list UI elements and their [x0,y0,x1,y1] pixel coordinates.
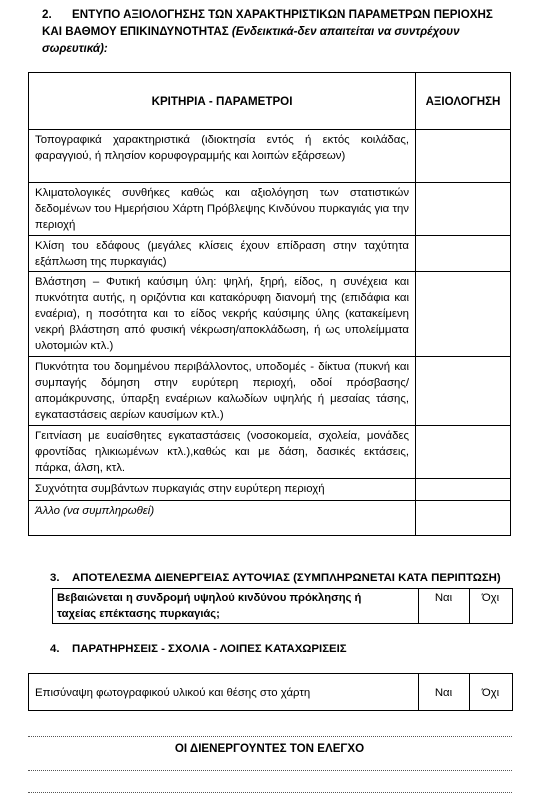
section-3-title: ΑΠΟΤΕΛΕΣΜΑ ΔΙΕΝΕΡΓΕΙΑΣ ΑΥΤΟΨΙΑΣ (ΣΥΜΠΛΗΡΩΝΕΤΑΙ ΚΑΤΑ ΠΕΡΙΠΤΩΣΗ) [72,572,501,584]
dotted-line [28,770,512,771]
section-3-number: 3. [50,572,60,584]
table-row [29,357,511,426]
section-4-number: 4. [50,643,60,655]
criterion-other[interactable]: Άλλο (να συμπληρωθεί) [29,501,416,536]
criterion-topography: Τοπογραφικά χαρακτηριστικά (ιδιοκτησία εντός ή εκτός κοιλάδας, φαραγγιού, ή πλησίον κορυφογραμμής και λοιπών εξάρσεων) [29,130,416,183]
section-4-heading [50,643,347,655]
result-no-option[interactable]: Όχι [481,592,500,604]
table-row [29,479,511,501]
dotted-line [28,792,512,793]
table-row [29,272,511,357]
section-2-title: ΕΝΤΥΠΟ ΑΞΙΟΛΟΓΗΣΗΣ ΤΩΝ ΧΑΡΑΚΤΗΡΙΣΤΙΚΩΝ ΠΑΡΑΜΕΤΡΩΝ ΠΕΡΙΟΧΗΣ ΚΑΙ ΒΑΘΜΟΥ ΕΠΙΚΙΝΔΥΝΟΤΗΤΑΣ [42,8,493,38]
table-row [29,236,511,272]
criteria-table-header [29,73,511,130]
criterion-sensitive-facilities: Γειτνίαση με ευαίσθητες εγκαταστάσεις (νοσοκομεία, σχολεία, μονάδες φροντίδας ηλικιωμένων κτλ.),καθώς και με δάση, δασικές εκτάσεις, πάρκα, άλση, κτλ. [29,426,416,479]
result-yes-option[interactable]: Ναι [434,592,453,604]
criteria-column-header: ΚΡΙΤΗΡΙΑ - ΠΑΡΑΜΕΤΡΟΙ [29,73,416,130]
assessment-cell[interactable] [416,130,511,183]
assessment-cell[interactable] [416,357,511,426]
section-2-heading [42,6,512,57]
result-question: Βεβαιώνεται η συνδρομή υψηλού κινδύνου πρόκλησης ή ταχείας επέκτασης πυρκαγιάς; [57,592,362,620]
assessment-cell[interactable] [416,236,511,272]
criterion-slope: Κλίση του εδάφους (μεγάλες κλίσεις έχουν επίδραση στην ταχύτητα εξάπλωση της πυρκαγιάς) [29,236,416,272]
assessment-cell[interactable] [416,426,511,479]
section-4-title: ΠΑΡΑΤΗΡΗΣΕΙΣ - ΣΧΟΛΙΑ - ΛΟΙΠΕΣ ΚΑΤΑΧΩΡΙΣΕΙΣ [72,643,347,655]
table-row [29,426,511,479]
table-row [29,183,511,236]
criterion-vegetation: Βλάστηση – Φυτική καύσιμη ύλη: ψηλή, ξηρή, είδος, η συνέχεια και πυκνότητα αυτής, η οριζόντια και κατακόρυφη διανομή της (επιδάφια και εναέρια), η ποσότητα και το είδος νεκρής καύσιμης ύλης (κατακείμενη νεκρή βλάστηση από φυσική νέκρωση/αποκλάδωση, ή ως υπολείμματα υλοτομιών κτλ.) [29,272,416,357]
assessment-cell[interactable] [416,501,511,536]
criteria-table [28,72,511,536]
section-2-subtitle: (Ενδεικτικά-δεν απαιτείται να συντρέχουν σωρευτικά): [42,25,460,55]
attachment-no-option[interactable]: Όχι [481,687,500,699]
dotted-line [28,736,512,737]
attachment-label: Επισύναψη φωτογραφικού υλικού και θέσης στο χάρτη [35,687,311,699]
assessment-cell[interactable] [416,183,511,236]
table-row [29,130,511,183]
table-row [29,501,511,536]
section-3-heading [50,572,501,584]
assessment-column-header: ΑΞΙΟΛΟΓΗΣΗ [416,73,511,130]
inspectors-heading: ΟΙ ΔΙΕΝΕΡΓΟΥΝΤΕΣ ΤΟΝ ΕΛΕΓΧΟ [174,742,365,755]
criterion-fire-frequency: Συχνότητα συμβάντων πυρκαγιάς στην ευρύτερη περιοχή [29,479,416,501]
assessment-cell[interactable] [416,479,511,501]
criterion-built-environment: Πυκνότητα του δομημένου περιβάλλοντος, υποδομές - δίκτυα (πυκνή και συμπαγής δόμηση στην ευρύτερη περιοχή, οδοί πρόσβασης/απομάκρυνσης, ύπαρξη εναέριων καλωδίων υψηλής ή μεσαίας τάσης, εγκαταστάσεις αερίων καυσίμων κτλ.) [29,357,416,426]
assessment-cell[interactable] [416,272,511,357]
attachment-yes-option[interactable]: Ναι [434,687,453,699]
criterion-climate: Κλιματολογικές συνθήκες καθώς και αξιολόγηση των στατιστικών δεδομένων του Ημερήσιου Χάρτη Πρόβλεψης Κινδύνου πυρκαγιάς για την περιοχή [29,183,416,236]
section-2-number: 2. [42,8,52,21]
